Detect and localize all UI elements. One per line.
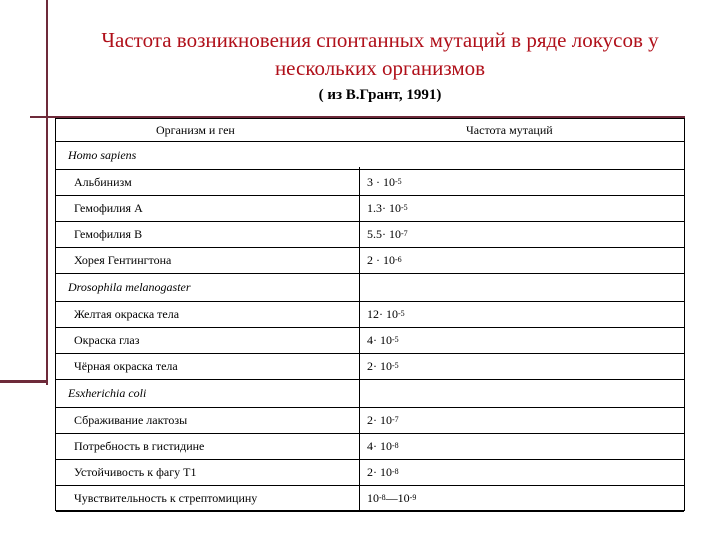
gene-name: Сбраживание лактозы	[74, 412, 188, 427]
gene-name: Гемофилия В	[74, 226, 143, 241]
frequency-mantissa: 2· 10	[367, 412, 392, 427]
frequency-mantissa: 2· 10	[367, 358, 392, 373]
frequency-range-upper: —10	[385, 490, 410, 505]
frequency-mantissa: 12· 10	[367, 306, 398, 321]
slide-title: Частота возникновения спонтанных мутаций в ряде локусов у нескольких организмов	[101, 28, 659, 80]
mutation-frequency: 4· 10 -8	[367, 438, 399, 453]
mutation-frequency: 4· 10 -5	[367, 332, 399, 347]
gene-name: Хорея Гентингтона	[74, 252, 172, 267]
frequency-mantissa: 4· 10	[367, 438, 392, 453]
gene-name: Гемофилия А	[74, 200, 143, 215]
organism-name: Esxherichia coli	[68, 385, 147, 400]
frequency-mantissa: 2 · 10	[367, 252, 395, 267]
header-organism-gene: Организм и ген	[156, 122, 235, 137]
row-divider	[56, 379, 684, 380]
mutation-frequency: 2· 10 -5	[367, 358, 399, 373]
mutation-frequency: 5.5· 10 -7	[367, 226, 408, 241]
organism-name: Drosophila melanogaster	[68, 279, 191, 294]
mutation-frequency: 2· 10 -8	[367, 464, 399, 479]
frequency-mantissa: 3 · 10	[367, 174, 395, 189]
gene-name: Чёрная окраска тела	[74, 358, 178, 373]
header-mutation-frequency: Частота мутаций	[466, 122, 553, 137]
gene-name: Желтая окраска тела	[74, 306, 180, 321]
frequency-mantissa: 2· 10	[367, 464, 392, 479]
mutation-frequency: 2 · 10 -6	[367, 252, 402, 267]
frequency-mantissa: 1.3· 10	[367, 200, 401, 215]
gene-name: Чувствительность к стрептомицину	[74, 490, 258, 505]
gene-name: Потребность в гистидине	[74, 438, 205, 453]
mutation-frequency: 1.3· 10 -5	[367, 200, 408, 215]
mutation-frequency: 2· 10 -7	[367, 412, 399, 427]
organism-name: Homo sapiens	[68, 147, 137, 162]
decorative-vertical-bar	[46, 0, 48, 385]
frequency-mantissa: 5.5· 10	[367, 226, 401, 241]
mutation-frequency: 10 -8 —10 -9	[367, 490, 417, 505]
decorative-horizontal-bar	[0, 380, 48, 383]
mutation-frequency: 12· 10 -5	[367, 306, 405, 321]
column-divider	[359, 167, 360, 510]
frequency-mantissa: 4· 10	[367, 332, 392, 347]
row-divider	[56, 511, 684, 512]
mutation-frequency: 3 · 10 -5	[367, 174, 402, 189]
frequency-mantissa: 10	[367, 490, 379, 505]
gene-name: Устойчивость к фагу Т1	[74, 464, 197, 479]
gene-name: Окраска глаз	[74, 332, 140, 347]
slide-subtitle: ( из В.Грант, 1991)	[318, 87, 442, 103]
gene-name: Альбинизм	[74, 174, 132, 189]
mutation-frequency-table	[55, 118, 685, 511]
header-divider	[56, 141, 684, 142]
